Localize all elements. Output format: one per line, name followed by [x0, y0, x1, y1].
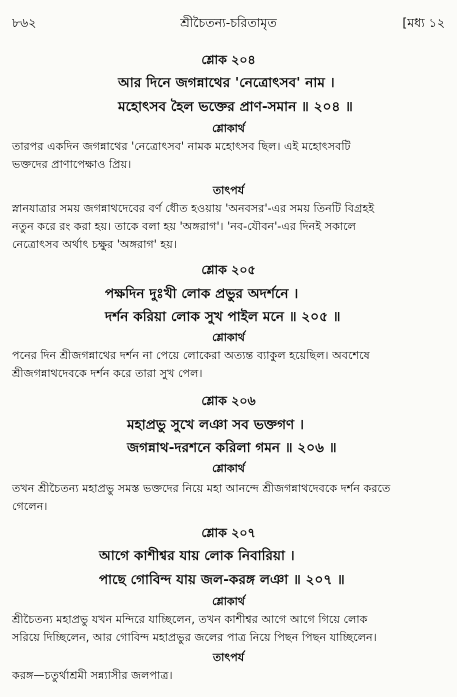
- page-header: [12, 13, 445, 33]
- verse-line: আর দিনে জগন্নাথের 'নেত্রোৎসব' নাম ।: [118, 75, 335, 91]
- purport-line: নতুন করে রং করা হয়। তাকে বলা হয় 'অঙ্গরাগ'। 'নব-যৌবন'-এর দিনই সকালে: [12, 220, 356, 233]
- translation-text: [12, 611, 445, 647]
- translation-label: শ্লোকার্থ: [212, 462, 245, 475]
- purport-label: তাৎপর্য: [212, 651, 245, 664]
- sloka-heading: শ্লোক ২০৪: [201, 52, 256, 67]
- translation-line: পনের দিন শ্রীজগন্নাথের দর্শন না পেয়ে লোকেরা অত্যন্ত ব্যাকুল হয়েছিল। অবশেষে: [12, 349, 370, 362]
- translation-line: ভক্তদের প্রাণাপেক্ষাও প্রিয়।: [12, 158, 132, 171]
- book-title: শ্রীচৈতন্য-চরিতামৃত: [180, 15, 277, 30]
- translation-line: তারপর একদিন জগন্নাথের 'নেত্রোৎসব' নামক মহোৎসব ছিল। এই মহোৎসবটি: [12, 140, 351, 153]
- translation-label: শ্লোকার্থ: [212, 331, 245, 344]
- section-marker: [মধ্য ১২: [402, 15, 445, 30]
- purport-line: করঙ্গ—চতুর্থাশ্রমী সন্ন্যাসীর জলপাত্র।: [12, 669, 173, 682]
- translation-line: শ্রীচৈতন্য মহাপ্রভু যখন মন্দিরে যাচ্ছিলেন, তখন কাশীশ্বর আগে আগে গিয়ে লোক: [12, 613, 368, 626]
- translation-line: তখন শ্রীচৈতন্য মহাপ্রভু সমস্ত ভক্তদের নিয়ে মহা আনন্দে শ্রীজগন্নাথদেবকে দর্শন করতে: [12, 482, 391, 495]
- translation-line: শ্রীজগন্নাথদেবকে দর্শন করে তারা সুখ পেল।: [12, 367, 203, 380]
- purport-text: [12, 667, 445, 685]
- sloka-heading: শ্লোক ২০৭: [201, 525, 256, 540]
- purport-line: স্নানযাত্রার সময় জগন্নাথদেবের বর্ণ ধৌত হওয়ায় 'অনবসর'-এর সময় তিনটি বিগ্রহই: [12, 202, 375, 215]
- translation-text: [12, 138, 445, 174]
- verse-line: দর্শন করিয়া লোক সুখ পাইল মনে ॥ ২০৫ ॥: [105, 309, 341, 325]
- verse-line: জগন্নাথ-দরশনে করিলা গমন ॥ ২০৬ ॥: [127, 440, 337, 456]
- verse-line: আগে কাশীশ্বর যায় লোক নিবারিয়া ।: [99, 548, 295, 564]
- purport-text: [12, 200, 445, 254]
- verse-line: পক্ষদিন দুঃখী লোক প্রভুর অদর্শনে ।: [105, 286, 299, 302]
- page-number: ৮৬২: [12, 15, 37, 30]
- purport-line: নেত্রোৎসব অর্থাৎ চক্ষুর 'অঙ্গরাগ' হয়।: [12, 238, 177, 251]
- translation-line: সরিয়ে দিচ্ছিলেন, আর গোবিন্দ মহাপ্রভুর জলের পাত্র নিয়ে পিছন পিছন যাচ্ছিলেন।: [12, 631, 377, 644]
- translation-label: শ্লোকার্থ: [212, 122, 245, 135]
- purport-label: তাৎপর্য: [212, 184, 245, 197]
- translation-text: [12, 480, 445, 516]
- translation-text: [12, 347, 445, 383]
- sloka-heading: শ্লোক ২০৬: [201, 393, 256, 408]
- verse-line: মহাপ্রভু সুখে লঞা সব ভক্তগণ ।: [127, 417, 305, 433]
- sloka-heading: শ্লোক ২০৫: [201, 262, 256, 277]
- translation-label: শ্লোকার্থ: [212, 595, 245, 608]
- verse-line: মহোৎসব হৈল ভক্তের প্রাণ-সমান ॥ ২০৪ ॥: [118, 99, 353, 115]
- verse-line: পাছে গোবিন্দ যায় জল-করঙ্গ লঞা ॥ ২০৭ ॥: [99, 572, 345, 588]
- translation-line: গেলেন।: [12, 500, 48, 513]
